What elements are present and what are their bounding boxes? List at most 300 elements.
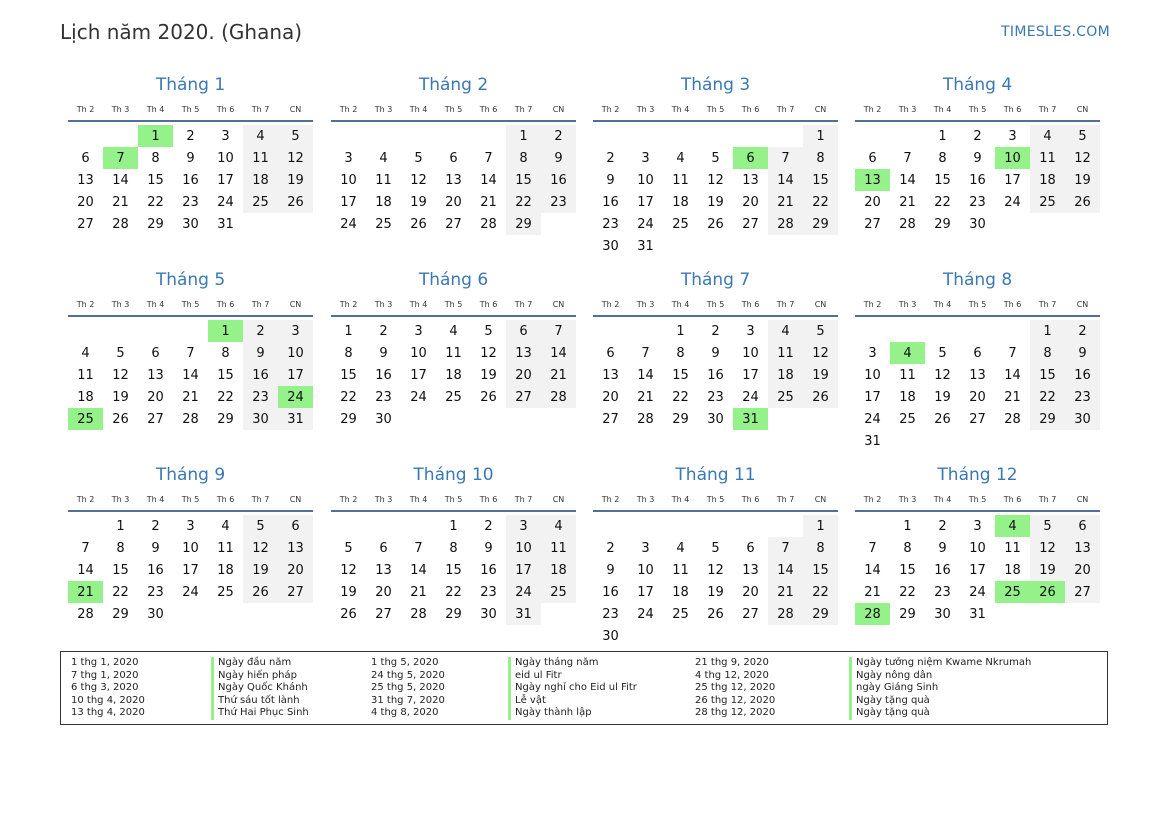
- day-cell: 29: [147, 216, 164, 232]
- day-cell: 17: [1004, 172, 1021, 188]
- weekday-label: Th 2: [863, 105, 882, 114]
- day-cell: 10: [340, 172, 357, 188]
- weekday-label: Th 6: [1003, 300, 1022, 309]
- day-cell: 30: [602, 238, 619, 254]
- day-cell: 3: [221, 128, 230, 144]
- legend-holiday-name: Ngày tặng quà: [849, 707, 1031, 720]
- day-cell: 20: [864, 194, 881, 210]
- day-cell: 22: [340, 389, 357, 405]
- legend-holiday-name: Ngày đầu năm: [211, 657, 309, 670]
- day-cell: 13: [742, 172, 759, 188]
- day-cell: 10: [410, 345, 427, 361]
- day-cell: 21: [864, 584, 881, 600]
- day-cell: 11: [375, 172, 392, 188]
- weekday-label: Th 6: [741, 105, 760, 114]
- day-cell: 23: [602, 216, 619, 232]
- day-cell: 2: [243, 320, 278, 342]
- day-cell: 8: [676, 345, 685, 361]
- day-cell: 17: [410, 367, 427, 383]
- day-cell: 26: [934, 411, 951, 427]
- day-cell: 23: [602, 606, 619, 622]
- empty-cell: [890, 320, 925, 342]
- day-cell: 4: [1030, 125, 1065, 147]
- day-cell: 3: [278, 320, 313, 342]
- day-cell: 6: [278, 515, 313, 537]
- day-cell: 20: [375, 584, 392, 600]
- day-cell: 30: [243, 408, 278, 430]
- day-cell: 22: [147, 194, 164, 210]
- day-cell: 3: [746, 323, 755, 339]
- day-cell: 16: [182, 172, 199, 188]
- day-cell: 18: [217, 562, 234, 578]
- empty-cell: [401, 125, 436, 147]
- weekday-header: [331, 104, 576, 122]
- day-cell: 11: [243, 147, 278, 169]
- day-grid: [855, 125, 1100, 235]
- empty-cell: [593, 320, 628, 342]
- day-cell: 27: [375, 606, 392, 622]
- weekday-label: Th 6: [479, 300, 498, 309]
- day-cell: 17: [742, 367, 759, 383]
- legend-names-column: [849, 657, 1031, 720]
- day-cell: 7: [768, 537, 803, 559]
- day-cell: 23: [147, 584, 164, 600]
- day-cell: 5: [938, 345, 947, 361]
- day-cell: 15: [147, 172, 164, 188]
- day-cell: 31: [217, 216, 234, 232]
- day-cell: 15: [217, 367, 234, 383]
- day-cell: 31: [506, 603, 541, 625]
- legend-holiday-date: 25 thg 5, 2020: [371, 682, 445, 693]
- day-cell: 7: [768, 147, 803, 169]
- day-cell: 7: [81, 540, 90, 556]
- day-cell: 26: [480, 389, 497, 405]
- day-cell: 26: [410, 216, 427, 232]
- day-cell: 9: [606, 562, 615, 578]
- day-cell: 14: [864, 562, 881, 578]
- empty-cell: [995, 320, 1030, 342]
- weekday-label: Th 6: [216, 105, 235, 114]
- day-cell: 25: [217, 584, 234, 600]
- day-cell: 5: [278, 125, 313, 147]
- holiday-day-cell: 21: [68, 581, 103, 603]
- day-cell: 3: [344, 150, 353, 166]
- day-grid: [331, 515, 576, 625]
- month-title: Tháng 12: [937, 465, 1018, 485]
- day-cell: 6: [973, 345, 982, 361]
- day-cell: 12: [410, 172, 427, 188]
- day-cell: 28: [182, 411, 199, 427]
- day-cell: 21: [480, 194, 497, 210]
- day-cell: 30: [375, 411, 392, 427]
- weekday-label: CN: [814, 495, 827, 504]
- legend-holiday-date: 24 thg 5, 2020: [371, 669, 445, 681]
- legend-holiday-date: 7 thg 1, 2020: [71, 669, 139, 681]
- day-cell: 8: [344, 345, 353, 361]
- day-cell: 27: [602, 411, 619, 427]
- day-cell: 7: [541, 320, 576, 342]
- day-cell: 30: [480, 606, 497, 622]
- day-cell: 25: [375, 216, 392, 232]
- day-cell: 27: [742, 216, 759, 232]
- day-cell: 3: [641, 540, 650, 556]
- empty-cell: [366, 515, 401, 537]
- weekday-label: Th 7: [1038, 105, 1057, 114]
- day-cell: 28: [77, 606, 94, 622]
- day-cell: 11: [1004, 540, 1021, 556]
- legend-holiday-name: Ngày nghỉ cho Eid ul Fitr: [508, 682, 637, 695]
- day-cell: 4: [676, 540, 685, 556]
- day-cell: 4: [81, 345, 90, 361]
- day-cell: 2: [606, 150, 615, 166]
- holiday-day-cell: 13: [855, 169, 890, 191]
- day-cell: 16: [147, 562, 164, 578]
- empty-cell: [855, 515, 890, 537]
- day-cell: 1: [449, 518, 458, 534]
- day-grid: [593, 320, 838, 430]
- day-cell: 24: [506, 581, 541, 603]
- day-cell: 2: [938, 518, 947, 534]
- day-cell: 4: [449, 323, 458, 339]
- weekday-header: [593, 494, 838, 512]
- day-cell: 19: [1030, 559, 1065, 581]
- weekday-header: [68, 104, 313, 122]
- day-cell: 26: [707, 606, 724, 622]
- weekday-header: [855, 494, 1100, 512]
- month-5: [68, 269, 313, 430]
- weekday-label: Th 5: [968, 300, 987, 309]
- weekday-label: Th 2: [76, 495, 95, 504]
- day-cell: 17: [182, 562, 199, 578]
- empty-cell: [698, 125, 733, 147]
- day-cell: 27: [506, 386, 541, 408]
- day-cell: 3: [641, 150, 650, 166]
- weekday-label: Th 3: [111, 495, 130, 504]
- day-cell: 2: [606, 540, 615, 556]
- day-cell: 18: [375, 194, 392, 210]
- day-cell: 28: [768, 603, 803, 625]
- day-cell: 21: [1004, 389, 1021, 405]
- day-cell: 22: [934, 194, 951, 210]
- empty-cell: [890, 125, 925, 147]
- day-cell: 21: [541, 364, 576, 386]
- legend-holiday-date: 6 thg 3, 2020: [71, 682, 139, 693]
- brand-link[interactable]: TIMESLES.COM: [1001, 24, 1110, 40]
- day-cell: 29: [340, 411, 357, 427]
- day-cell: 15: [899, 562, 916, 578]
- weekday-label: CN: [289, 495, 302, 504]
- weekday-label: Th 5: [968, 105, 987, 114]
- day-cell: 16: [602, 194, 619, 210]
- weekday-label: Th 3: [636, 495, 655, 504]
- day-cell: 11: [217, 540, 234, 556]
- month-9: [68, 464, 313, 625]
- day-cell: 5: [484, 323, 493, 339]
- empty-cell: [925, 320, 960, 342]
- day-cell: 23: [182, 194, 199, 210]
- legend-names-column: [508, 657, 637, 720]
- day-cell: 12: [1065, 147, 1100, 169]
- empty-cell: [68, 320, 103, 342]
- day-cell: 4: [768, 320, 803, 342]
- day-cell: 13: [375, 562, 392, 578]
- day-cell: 7: [868, 540, 877, 556]
- empty-cell: [628, 125, 663, 147]
- weekday-label: CN: [1076, 105, 1089, 114]
- holiday-day-cell: 4: [890, 342, 925, 364]
- legend-holiday-name: Thứ Hai Phục Sinh: [211, 707, 309, 720]
- weekday-label: Th 3: [374, 300, 393, 309]
- weekday-header: [68, 299, 313, 317]
- day-cell: 18: [768, 364, 803, 386]
- day-cell: 15: [934, 172, 951, 188]
- day-cell: 15: [445, 562, 462, 578]
- empty-cell: [103, 125, 138, 147]
- day-cell: 26: [243, 581, 278, 603]
- day-grid: [331, 320, 576, 430]
- holiday-day-cell: 4: [995, 515, 1030, 537]
- weekday-label: Th 4: [409, 105, 428, 114]
- empty-cell: [68, 515, 103, 537]
- day-cell: 6: [449, 150, 458, 166]
- day-cell: 12: [112, 367, 129, 383]
- day-cell: 6: [1065, 515, 1100, 537]
- day-cell: 25: [672, 216, 689, 232]
- month-4: [855, 74, 1100, 235]
- day-cell: 6: [606, 345, 615, 361]
- weekday-label: Th 3: [374, 105, 393, 114]
- day-cell: 10: [637, 562, 654, 578]
- empty-cell: [366, 125, 401, 147]
- day-cell: 16: [1065, 364, 1100, 386]
- day-cell: 2: [379, 323, 388, 339]
- weekday-label: Th 6: [216, 300, 235, 309]
- legend-holiday-date: 28 thg 12, 2020: [695, 707, 776, 718]
- day-grid: [855, 515, 1100, 625]
- day-cell: 4: [379, 150, 388, 166]
- day-cell: 28: [637, 411, 654, 427]
- day-cell: 17: [637, 584, 654, 600]
- holiday-day-cell: 10: [995, 147, 1030, 169]
- month-1: [68, 74, 313, 235]
- day-cell: 27: [1065, 581, 1100, 603]
- weekday-header: [855, 104, 1100, 122]
- day-grid: [593, 515, 838, 647]
- day-cell: 27: [77, 216, 94, 232]
- day-cell: 29: [506, 213, 541, 235]
- weekday-label: Th 5: [706, 300, 725, 309]
- weekday-header: [593, 299, 838, 317]
- day-cell: 25: [899, 411, 916, 427]
- day-cell: 3: [186, 518, 195, 534]
- day-cell: 9: [379, 345, 388, 361]
- weekday-label: CN: [814, 300, 827, 309]
- day-cell: 7: [903, 150, 912, 166]
- day-cell: 5: [344, 540, 353, 556]
- day-cell: 23: [969, 194, 986, 210]
- day-grid: [593, 125, 838, 257]
- day-cell: 20: [77, 194, 94, 210]
- day-cell: 16: [602, 584, 619, 600]
- empty-cell: [331, 125, 366, 147]
- day-cell: 1: [903, 518, 912, 534]
- weekday-label: CN: [1076, 495, 1089, 504]
- weekday-label: Th 5: [968, 495, 987, 504]
- day-cell: 13: [445, 172, 462, 188]
- day-cell: 17: [864, 389, 881, 405]
- empty-cell: [768, 515, 803, 537]
- day-cell: 1: [1030, 320, 1065, 342]
- day-cell: 19: [1065, 169, 1100, 191]
- day-cell: 1: [116, 518, 125, 534]
- legend-holiday-name: Ngày nông dân: [849, 670, 1031, 683]
- day-cell: 11: [672, 562, 689, 578]
- day-cell: 24: [742, 389, 759, 405]
- day-cell: 22: [803, 581, 838, 603]
- day-cell: 18: [445, 367, 462, 383]
- day-cell: 5: [803, 320, 838, 342]
- day-cell: 20: [742, 584, 759, 600]
- day-cell: 26: [112, 411, 129, 427]
- day-cell: 1: [803, 515, 838, 537]
- holiday-day-cell: 7: [103, 147, 138, 169]
- day-cell: 29: [899, 606, 916, 622]
- empty-cell: [960, 320, 995, 342]
- day-cell: 18: [541, 559, 576, 581]
- weekday-label: Th 2: [339, 105, 358, 114]
- empty-cell: [663, 515, 698, 537]
- day-cell: 11: [445, 345, 462, 361]
- weekday-label: Th 3: [636, 300, 655, 309]
- day-cell: 9: [541, 147, 576, 169]
- empty-cell: [593, 515, 628, 537]
- day-cell: 24: [217, 194, 234, 210]
- day-cell: 8: [116, 540, 125, 556]
- day-cell: 18: [899, 389, 916, 405]
- day-cell: 23: [1065, 386, 1100, 408]
- day-cell: 20: [445, 194, 462, 210]
- holiday-day-cell: 25: [995, 581, 1030, 603]
- day-cell: 30: [1065, 408, 1100, 430]
- day-cell: 2: [1065, 320, 1100, 342]
- weekday-label: Th 6: [1003, 105, 1022, 114]
- weekday-label: Th 4: [146, 300, 165, 309]
- day-cell: 11: [77, 367, 94, 383]
- day-cell: 27: [864, 216, 881, 232]
- weekday-label: Th 2: [339, 300, 358, 309]
- day-cell: 1: [803, 125, 838, 147]
- weekday-header: [68, 494, 313, 512]
- day-cell: 5: [414, 150, 423, 166]
- legend-holiday-name: Ngày tặng quà: [849, 695, 1031, 708]
- day-cell: 27: [969, 411, 986, 427]
- holiday-day-cell: 26: [1030, 581, 1065, 603]
- day-cell: 22: [672, 389, 689, 405]
- day-cell: 29: [1030, 408, 1065, 430]
- weekday-label: CN: [552, 495, 565, 504]
- day-cell: 10: [637, 172, 654, 188]
- holiday-legend: [60, 651, 1108, 725]
- day-cell: 9: [711, 345, 720, 361]
- weekday-label: Th 2: [863, 300, 882, 309]
- empty-cell: [628, 515, 663, 537]
- weekday-label: Th 4: [671, 105, 690, 114]
- day-cell: 29: [112, 606, 129, 622]
- day-cell: 10: [969, 540, 986, 556]
- day-cell: 8: [221, 345, 230, 361]
- day-cell: 9: [151, 540, 160, 556]
- day-cell: 8: [903, 540, 912, 556]
- day-cell: 26: [278, 191, 313, 213]
- day-cell: 21: [637, 389, 654, 405]
- day-cell: 13: [506, 342, 541, 364]
- day-cell: 22: [112, 584, 129, 600]
- legend-holiday-name: Ngày Quốc Khánh: [211, 682, 309, 695]
- day-cell: 12: [707, 562, 724, 578]
- day-cell: 23: [541, 191, 576, 213]
- weekday-label: Th 4: [671, 300, 690, 309]
- day-cell: 18: [1030, 169, 1065, 191]
- day-cell: 1: [938, 128, 947, 144]
- day-cell: 19: [803, 364, 838, 386]
- empty-cell: [471, 125, 506, 147]
- empty-cell: [331, 515, 366, 537]
- weekday-label: Th 7: [514, 300, 533, 309]
- weekday-label: Th 2: [601, 105, 620, 114]
- day-cell: 5: [116, 345, 125, 361]
- day-cell: 28: [899, 216, 916, 232]
- month-title: Tháng 7: [680, 270, 751, 290]
- day-cell: 24: [340, 216, 357, 232]
- day-cell: 8: [1030, 342, 1065, 364]
- weekday-label: Th 7: [776, 105, 795, 114]
- day-cell: 15: [672, 367, 689, 383]
- day-cell: 22: [803, 191, 838, 213]
- day-cell: 14: [768, 169, 803, 191]
- day-cell: 4: [676, 150, 685, 166]
- day-cell: 14: [541, 342, 576, 364]
- empty-cell: [733, 515, 768, 537]
- day-cell: 21: [182, 389, 199, 405]
- day-cell: 13: [278, 537, 313, 559]
- day-grid: [68, 125, 313, 235]
- day-cell: 15: [803, 559, 838, 581]
- day-cell: 21: [899, 194, 916, 210]
- day-cell: 11: [672, 172, 689, 188]
- day-cell: 21: [112, 194, 129, 210]
- legend-holiday-date: 25 thg 12, 2020: [695, 682, 776, 693]
- legend-names-column: [211, 657, 309, 720]
- weekday-label: Th 7: [1038, 300, 1057, 309]
- day-cell: 12: [340, 562, 357, 578]
- day-cell: 17: [506, 559, 541, 581]
- day-cell: 12: [480, 345, 497, 361]
- weekday-header: [331, 494, 576, 512]
- month-3: [593, 74, 838, 257]
- empty-cell: [733, 125, 768, 147]
- day-cell: 12: [243, 537, 278, 559]
- day-cell: 23: [480, 584, 497, 600]
- day-cell: 29: [672, 411, 689, 427]
- day-cell: 7: [186, 345, 195, 361]
- legend-holiday-date: 4 thg 8, 2020: [371, 707, 439, 718]
- day-cell: 31: [864, 433, 881, 449]
- legend-holiday-date: 13 thg 4, 2020: [71, 707, 145, 718]
- day-cell: 1: [344, 323, 353, 339]
- weekday-label: Th 5: [706, 105, 725, 114]
- day-cell: 29: [934, 216, 951, 232]
- empty-cell: [138, 320, 173, 342]
